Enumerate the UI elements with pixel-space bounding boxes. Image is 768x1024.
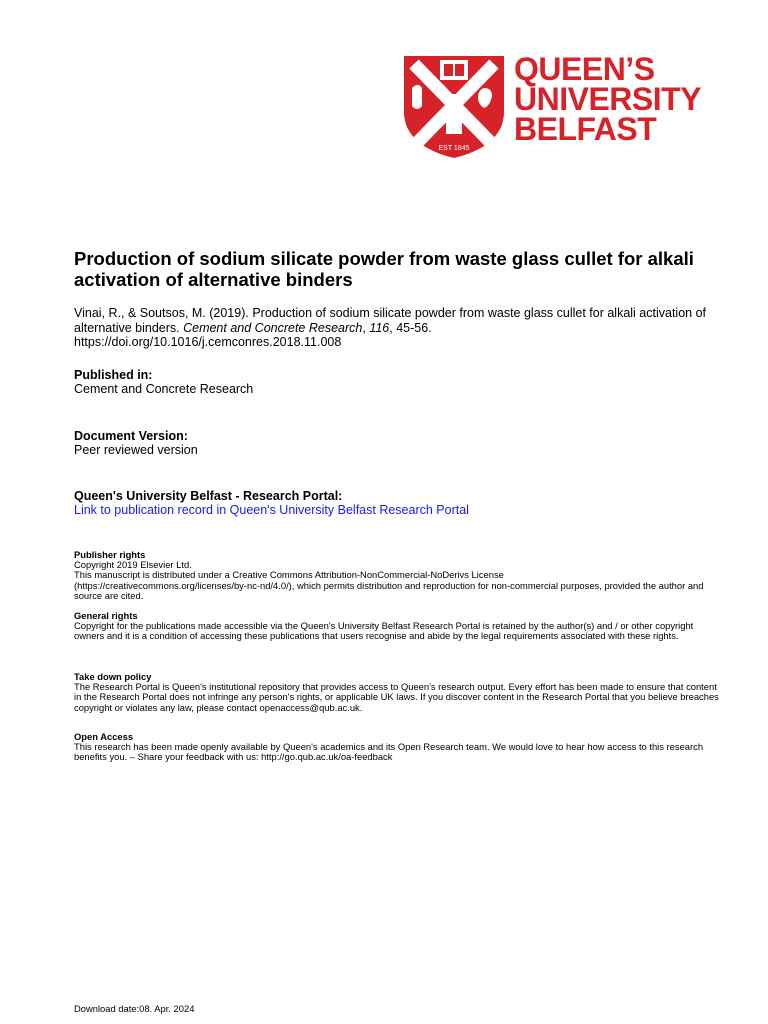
published-in-heading: Published in: [74,368,153,382]
citation: Vinai, R., & Soutsos, M. (2019). Production of sodium silicate powder from waste glass cullet for alkali activation of alternative binders. Cement and Concrete Research, 116, 45-56. https://doi.org/10.1016/j.cemconres.2018.11.008 [74,306,707,349]
published-in-value: Cement and Concrete Research [74,382,254,396]
publisher-rights-heading: Publisher rights [74,549,146,560]
paper-title: Production of sodium silicate powder from waste glass cullet for alkali activation of alternative binders [74,248,694,290]
wordmark-line-2: UNIVERSITY [514,81,702,117]
published-in-section [74,368,724,396]
take-down-heading: Take down policy [74,671,152,682]
document-version-section [74,429,724,457]
publication-record-link[interactable]: Link to publication record in Queen's University Belfast Research Portal [74,503,469,517]
svg-text:EST 1845: EST 1845 [438,145,470,152]
publisher-rights-text: Copyright 2019 Elsevier Ltd. This manuscript is distributed under a Creative Commons Attribution-NonCommercial-NoDerivs License (https://creativecommons.org/licenses/by-nc-nd/4.0/), which permits distribution and reproduction for non-commercial purposes, provided the author and source are cited. [74,559,704,601]
download-date: Download date:08. Apr. 2024 [74,1003,195,1014]
citation-journal: Cement and Concrete Research [183,320,363,335]
wordmark-line-1: QUEEN’S [514,51,655,87]
research-portal-heading: Queen's University Belfast - Research Portal: [74,489,343,503]
university-crest-icon [402,54,506,160]
document-version-heading: Document Version: [74,429,188,443]
research-portal-section [74,489,724,517]
general-rights-section [74,611,724,642]
open-access-section [74,732,724,763]
open-access-heading: Open Access [74,731,134,742]
university-wordmark [514,51,702,147]
citation-volume: 116 [369,320,390,335]
general-rights-heading: General rights [74,610,138,621]
citation-text: Vinai, R., & Soutsos, M. (2019). Production of sodium silicate powder from waste glass cullet for alkali activation of alternative binders. [74,306,707,335]
qub-logo [402,51,722,160]
take-down-section [74,672,724,713]
take-down-text: The Research Portal is Queen's institutional repository that provides access to Queen's research output. Every effort has been made to ensure that content in the Research Portal does not infringe any person's rights, or applicable UK laws. If you discover content in the Research Portal that you believe breaches copyright or violates any law, please contact openaccess@qub.ac.uk. [74,681,719,713]
open-access-text: This research has been made openly available by Queen's academics and its Open Research team. We would love to hear how access to this research benefits you. – Share your feedback with us: http://go.qub.ac.uk/oa-feedback [74,741,704,763]
publisher-rights-section [74,550,724,601]
citation-doi[interactable]: https://doi.org/10.1016/j.cemconres.2018.11.008 [74,335,342,349]
citation-pages: , 45-56. [389,320,432,335]
document-version-value: Peer reviewed version [74,443,198,457]
general-rights-text: Copyright for the publications made accessible via the Queen's University Belfast Research Portal is retained by the author(s) and / or other copyright owners and it is a condition of accessing these publications that users recognise and abide by the legal requirements associated with these rights. [74,620,694,642]
wordmark-line-3: BELFAST [514,111,657,147]
